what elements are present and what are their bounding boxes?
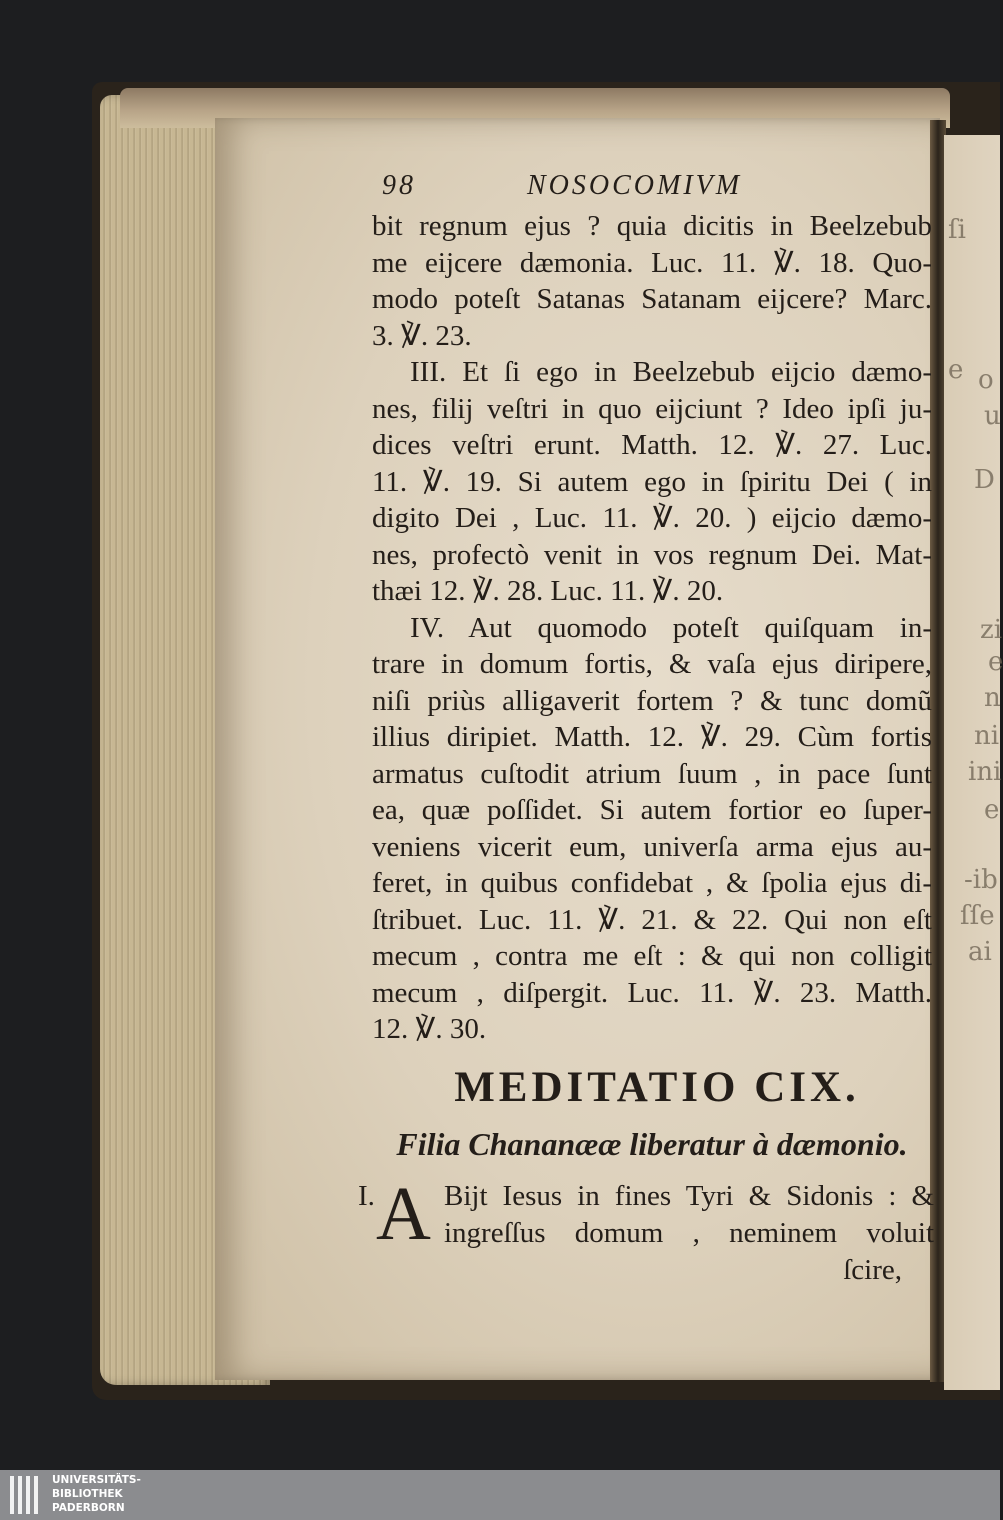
next-page-fragment: ni — [974, 721, 1000, 751]
next-page-fragment: n — [984, 683, 1001, 713]
text-line: niſi priùs alligaverit fortem ? & tunc domũ — [372, 684, 932, 717]
text-line: armatus cuſtodit atrium ſuum , in pace ſunt — [372, 757, 932, 790]
next-page-fragment: zi — [980, 615, 1003, 645]
text-line: me eijcere dæmonia. Luc. 11. ℣. 18. Quo- — [372, 246, 932, 279]
next-page-fragment: u — [984, 401, 1001, 431]
drop-cap: A — [376, 1171, 431, 1256]
text-line: trare in domum fortis, & vaſa ejus diripere, — [372, 648, 932, 680]
next-page-fragment: e — [948, 355, 964, 385]
next-page-fragment: D — [974, 465, 995, 495]
text-line: mecum , diſpergit. Luc. 11. ℣. 23. Matth. — [372, 976, 932, 1009]
text-line: digito Dei , Luc. 11. ℣. 20. ) eijcio dæmo- — [372, 502, 932, 534]
next-page-fragment: ini — [968, 757, 1002, 787]
text-line: III. Et ſi ego in Beelzebub eijcio dæmo- — [410, 356, 932, 388]
text-line: IV. Aut quomodo poteſt quiſquam in- — [410, 611, 932, 644]
text-line: dices veſtri erunt. Matth. 12. ℣. 27. Luc. — [372, 429, 932, 461]
text-line: nes, profectò venit in vos regnum Dei. Mat- — [372, 538, 932, 571]
next-page-edge — [944, 135, 1003, 1390]
library-logo-text — [52, 1473, 141, 1515]
text-line: feret, in quibus confidebat , & ſpolia ejus di- — [372, 867, 932, 899]
next-page-fragment: ſſe — [960, 901, 995, 931]
library-logo-icon — [10, 1476, 44, 1514]
logo-line: PADERBORN — [52, 1502, 125, 1514]
text-line: mecum , contra me eſt : & qui non colligit — [372, 940, 932, 972]
text-line: veniens vicerit eum, univerſa arma ejus au- — [372, 830, 932, 863]
text-line: thæi 12. ℣. 28. Luc. 11. ℣. 20. — [372, 575, 724, 607]
meditation-subtitle: Filia Chananææ liberatur à dæmonio. — [396, 1125, 908, 1162]
text-line: 12. ℣. 30. — [372, 1013, 487, 1045]
text-line: ingreſſus domum , neminem voluit — [444, 1216, 934, 1249]
meditation-heading: MEDITATIO CIX. — [454, 1063, 860, 1111]
running-title: NOSOCOMIVM — [527, 170, 743, 201]
logo-line: UNIVERSITÄTS- — [52, 1474, 141, 1486]
text-line: ea, quæ poſſidet. Si autem fortior eo ſuper- — [372, 794, 932, 826]
text-line: bit regnum ejus ? quia dicitis in Beelzebub — [372, 210, 932, 242]
next-page-fragment: ai — [968, 937, 992, 967]
text-line: 11. ℣. 19. Si autem ego in ſpiritu Dei ( in — [372, 465, 932, 498]
library-footer — [0, 1470, 1000, 1520]
running-head — [372, 168, 932, 208]
section-number: I. — [358, 1179, 375, 1212]
text-line: nes, filij veſtri in quo eijciunt ? Ideo ipſi ju- — [372, 392, 932, 425]
text-line: illius diripiet. Matth. 12. ℣. 29. Cùm fortis — [372, 721, 932, 753]
next-page-fragment: e — [984, 795, 1000, 825]
next-page-fragment: o — [978, 365, 994, 395]
text-line: Bijt Iesus in fines Tyri & Sidonis : & — [444, 1179, 934, 1212]
opening-paragraph — [358, 1171, 934, 1290]
text-line: modo poteſt Satanas Satanam eijcere? Marc. — [372, 283, 932, 315]
next-page-fragment: -ib — [964, 865, 998, 895]
next-page-fragment: ſi — [948, 215, 966, 245]
logo-line: BIBLIOTHEK — [52, 1488, 123, 1500]
next-page-fragment: e — [988, 647, 1003, 677]
text-line: 3. ℣. 23. — [372, 319, 472, 352]
catchword: ſcire, — [843, 1253, 902, 1286]
text-line: ſtribuet. Luc. 11. ℣. 21. & 22. Qui non eſt — [372, 903, 932, 936]
page-text — [358, 168, 934, 1290]
page-number: 98 — [382, 170, 416, 201]
